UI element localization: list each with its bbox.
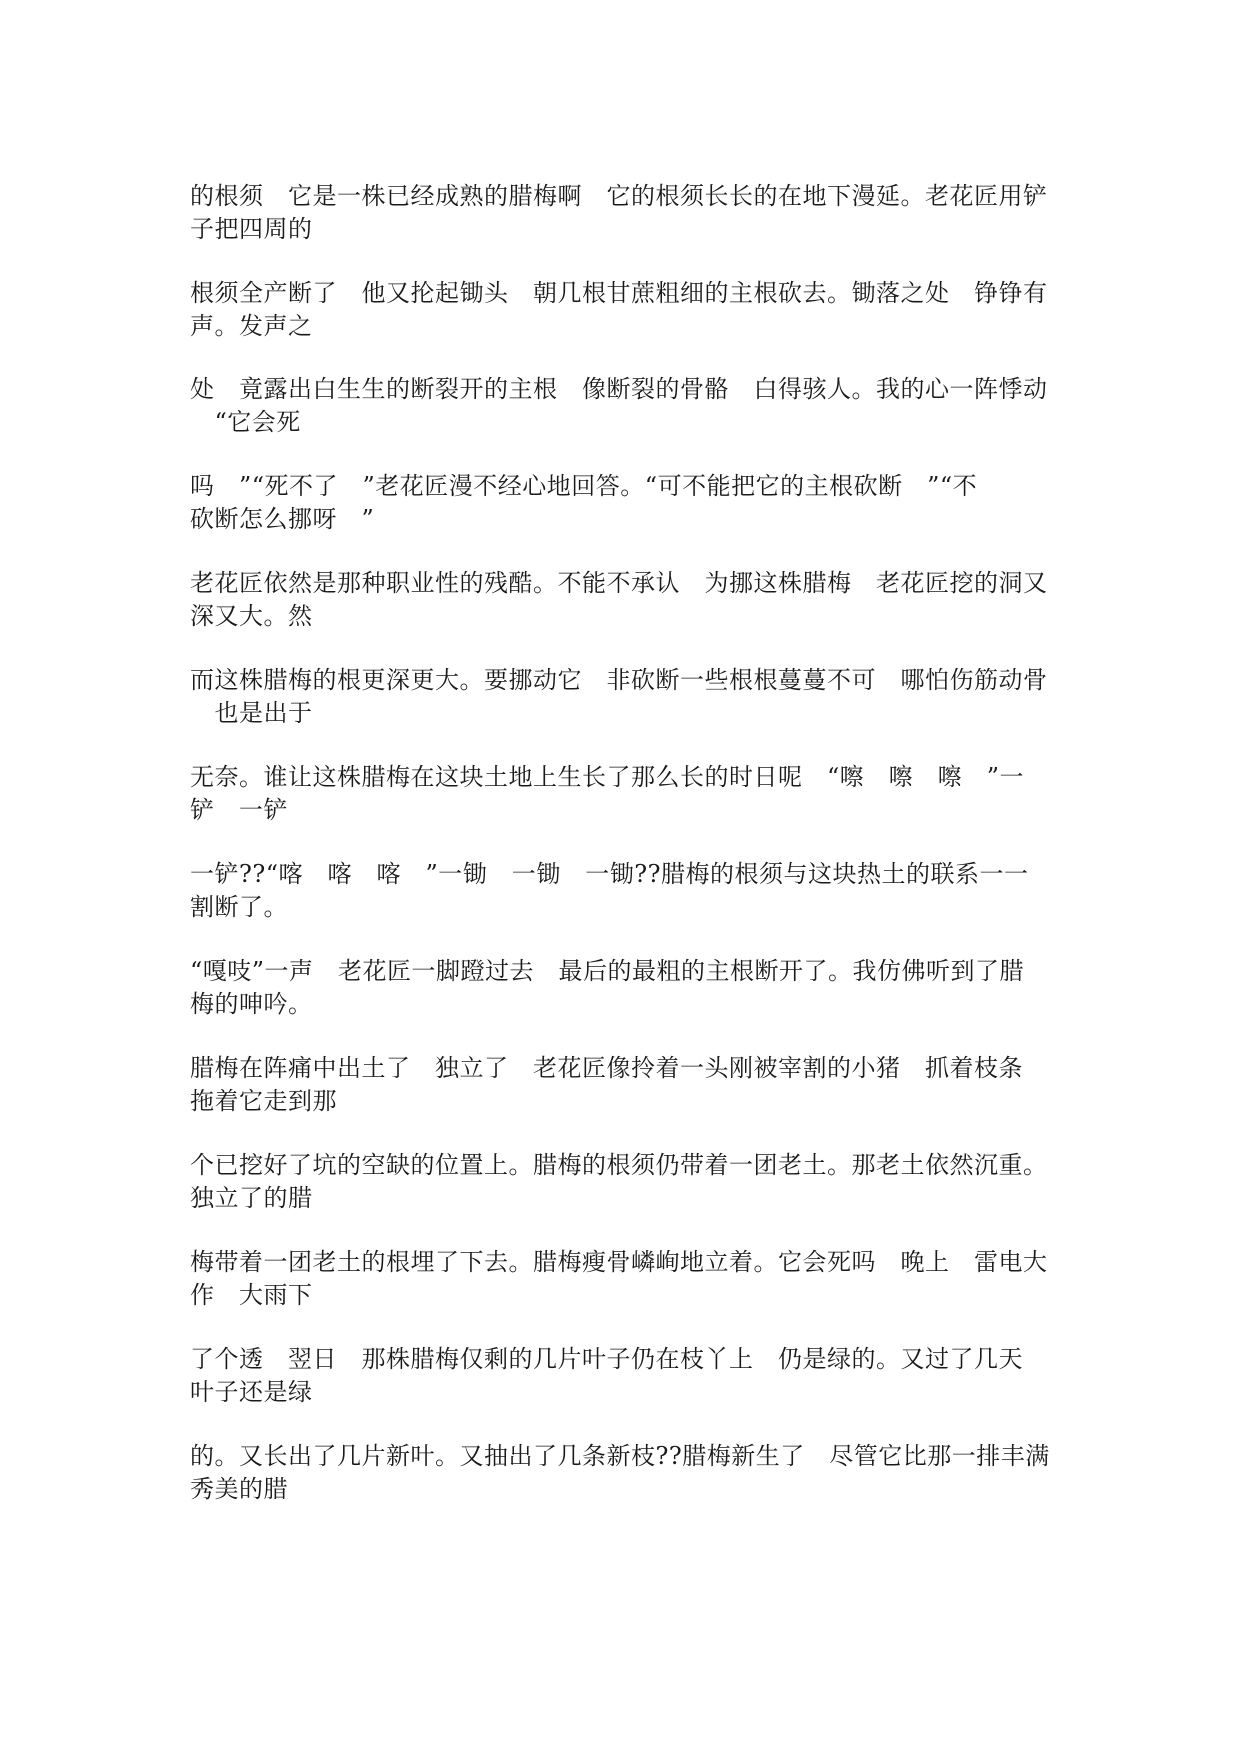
paragraph-line: 的根须 它是一株已经成熟的腊梅啊 它的根须长长的在地下漫延。老花匠用铲 [190,182,1048,210]
paragraph-line: 根须全产断了 他又抡起锄头 朝几根甘蔗粗细的主根砍去。锄落之处 铮铮有 [190,279,1048,307]
paragraph-1 [190,180,1060,246]
paragraph-11 [190,1149,1060,1215]
paragraph-line: 个已挖好了坑的空缺的位置上。腊梅的根须仍带着一团老土。那老土依然沉重。 [190,1151,1048,1179]
paragraph-line: 无奈。谁让这株腊梅在这块土地上生长了那么长的时日呢 “嚓 嚓 嚓 ”一 [190,763,1025,791]
paragraph-3 [190,373,1060,439]
paragraph-6 [190,664,1060,730]
paragraph-13 [190,1343,1060,1409]
paragraph-7 [190,761,1060,827]
paragraph-line: 声。发声之 [190,312,313,340]
paragraph-line: 割断了。 [190,893,288,921]
paragraph-line: 砍断怎么挪呀 ” [190,505,375,533]
paragraph-line: 梅带着一团老土的根埋了下去。腊梅瘦骨嶙峋地立着。它会死吗 晚上 雷电大 [190,1248,1048,1276]
paragraph-line: 铲 一铲 [190,796,288,824]
paragraph-line: 的。又长出了几片新叶。又抽出了几条新枝??腊梅新生了 尽管它比那一排丰满 [190,1442,1050,1470]
paragraph-line: 也是出于 [190,699,313,727]
paragraph-line: 拖着它走到那 [190,1087,337,1115]
paragraph-4 [190,470,1060,536]
paragraph-line: 吗 ”“死不了 ”老花匠漫不经心地回答。“可不能把它的主根砍断 ”“不 [190,472,978,500]
paragraph-line: 独立了的腊 [190,1184,313,1212]
paragraph-10 [190,1052,1060,1118]
paragraph-line: 一铲??“喀 喀 喀 ”一锄 一锄 一锄??腊梅的根须与这块热土的联系一一 [190,860,1029,888]
paragraph-line: “它会死 [190,408,301,436]
paragraph-8 [190,858,1060,924]
paragraph-line: 作 大雨下 [190,1281,313,1309]
paragraph-line: 子把四周的 [190,215,313,243]
paragraph-14 [190,1440,1060,1506]
paragraph-line: 腊梅在阵痛中出土了 独立了 老花匠像拎着一头刚被宰割的小猪 抓着枝条 [190,1054,1023,1082]
paragraph-line: 梅的呻吟。 [190,990,313,1018]
paragraph-line: 深又大。然 [190,602,313,630]
paragraph-line: 了个透 翌日 那株腊梅仅剩的几片叶子仍在枝丫上 仍是绿的。又过了几天 [190,1345,1023,1373]
paragraph-line: 叶子还是绿 [190,1378,313,1406]
paragraph-line: 秀美的腊 [190,1475,288,1503]
paragraph-line: 而这株腊梅的根更深更大。要挪动它 非砍断一些根根蔓蔓不可 哪怕伤筋动骨 [190,666,1048,694]
paragraph-line: “嘎吱”一声 老花匠一脚蹬过去 最后的最粗的主根断开了。我仿佛听到了腊 [190,957,1025,985]
paragraph-line: 老花匠依然是那种职业性的残酷。不能不承认 为挪这株腊梅 老花匠挖的洞又 [190,569,1048,597]
paragraph-5 [190,567,1060,633]
paragraph-2 [190,277,1060,343]
paragraph-9 [190,955,1060,1021]
paragraph-line: 处 竟露出白生生的断裂开的主根 像断裂的骨骼 白得骇人。我的心一阵悸动 [190,375,1048,403]
paragraph-12 [190,1246,1060,1312]
